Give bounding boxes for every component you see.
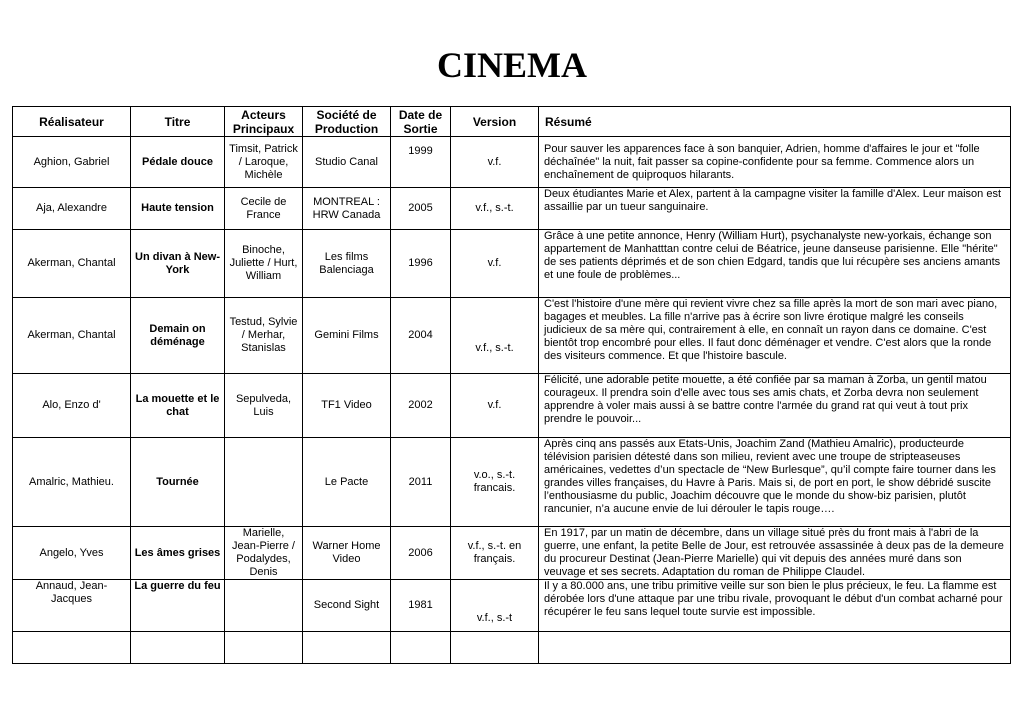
actors-cell [225, 438, 303, 527]
version-cell: v.o., s.-t. francais. [451, 438, 539, 527]
director-cell: Aja, Alexandre [13, 188, 131, 230]
actors-cell: Timsit, Patrick / Laroque, Michèle [225, 137, 303, 188]
table-row [13, 298, 1011, 374]
table-row [13, 188, 1011, 230]
header-production: Société de Production [303, 107, 391, 137]
header-release: Date de Sortie [391, 107, 451, 137]
release-cell: 1981 [391, 580, 451, 632]
table-row [13, 527, 1011, 580]
director-cell [13, 632, 131, 664]
summary-cell: C'est l'histoire d'une mère qui revient vivre chez sa fille après la mort de son mari avec piano, bagages et meubles. La fille n'arrive pas à écrire son livre érotique malgré les conseils judicieux de sa mère qui, contrairement à elle, en connaît un rayon dans ce domaine. C'est bientôt trop encombré pour elles. Il faut donc déménager et vendre. C'est alors que la ronde des visiteurs commence. Et que l'histoire bascule. [539, 298, 1011, 374]
production-cell: Warner Home Video [303, 527, 391, 580]
director-cell: Amalric, Mathieu. [13, 438, 131, 527]
summary-cell: Deux étudiantes Marie et Alex, partent à la campagne visiter la famille d'Alex. Leur maison est assaillie par un tueur sanguinaire. [539, 188, 1011, 230]
actors-cell: Cecile de France [225, 188, 303, 230]
release-cell: 2006 [391, 527, 451, 580]
production-cell: Le Pacte [303, 438, 391, 527]
director-cell: Alo, Enzo d' [13, 374, 131, 438]
title-cell [131, 632, 225, 664]
version-cell: v.f., s.-t [451, 580, 539, 632]
header-version: Version [451, 107, 539, 137]
header-row [13, 107, 1011, 137]
release-cell: 2002 [391, 374, 451, 438]
actors-cell: Sepulveda, Luis [225, 374, 303, 438]
title-cell: La mouette et le chat [131, 374, 225, 438]
version-cell: v.f., s.-t. [451, 298, 539, 374]
title-cell: Les âmes grises [131, 527, 225, 580]
summary-cell: Il y a 80.000 ans, une tribu primitive veille sur son bien le plus précieux, le feu. La flamme est dérobée lors d'une attaque par une tribu rivale, provoquant le début d'un combat acharné pour récupérer le feu sans lequel toute survie est impossible. [539, 580, 1011, 632]
film-table [12, 106, 1011, 664]
production-cell: Second Sight [303, 580, 391, 632]
release-cell [391, 632, 451, 664]
version-cell: v.f., s.-t. en français. [451, 527, 539, 580]
summary-cell [539, 632, 1011, 664]
actors-cell: Marielle, Jean-Pierre / Podalydes, Denis [225, 527, 303, 580]
actors-cell: Binoche, Juliette / Hurt, William [225, 230, 303, 298]
title-cell: Demain on déménage [131, 298, 225, 374]
title-cell: Un divan à New-York [131, 230, 225, 298]
production-cell: Gemini Films [303, 298, 391, 374]
table-row [13, 438, 1011, 527]
actors-cell [225, 632, 303, 664]
director-cell: Annaud, Jean-Jacques [13, 580, 131, 632]
header-title: Titre [131, 107, 225, 137]
version-cell: v.f. [451, 230, 539, 298]
release-cell: 1996 [391, 230, 451, 298]
summary-cell: Pour sauver les apparences face à son banquier, Adrien, homme d'affaires le jour et "folle déchaînée" la nuit, fait passer sa copine-confidente pour sa femme. Commence alors un enchaînement de quiproquos hilarants. [539, 137, 1011, 188]
table-row [13, 374, 1011, 438]
director-cell: Akerman, Chantal [13, 230, 131, 298]
summary-cell: Félicité, une adorable petite mouette, a été confiée par sa maman à Zorba, un gentil matou courageux. Il prendra soin d'elle avec tous ses amis chats, et Zorba devra non seulement apprendre à voler mais aussi à se battre contre l'armée du grand rat qui veut à tout prix prendre le pouvoir... [539, 374, 1011, 438]
version-cell: v.f., s.-t. [451, 188, 539, 230]
header-director: Réalisateur [13, 107, 131, 137]
release-cell: 2011 [391, 438, 451, 527]
production-cell: MONTREAL : HRW Canada [303, 188, 391, 230]
version-cell [451, 632, 539, 664]
summary-cell: Après cinq ans passés aux Etats-Unis, Joachim Zand (Mathieu Amalric), producteurde télévision parisien détesté dans son milieu, revient avec une troupe de stripteaseuses américaines, vedettes d’un spectacle de “New Burlesque”, qu’il compte faire tourner dans les grandes villes françaises, du Havre à Paris. Mais si, de port en port, le show débridé suscite l’enthousiasme du public, Joachim découvre que le monde du show-biz parisien, plutôt rancunier, n’a aucune envie de lui dérouler le tapis rouge…. [539, 438, 1011, 527]
page-title: CINEMA [437, 45, 587, 85]
release-cell: 2005 [391, 188, 451, 230]
director-cell: Angelo, Yves [13, 527, 131, 580]
actors-cell: Testud, Sylvie / Merhar, Stanislas [225, 298, 303, 374]
release-cell: 1999 [391, 137, 451, 188]
production-cell: TF1 Video [303, 374, 391, 438]
director-cell: Akerman, Chantal [13, 298, 131, 374]
production-cell: Studio Canal [303, 137, 391, 188]
summary-cell: Grâce à une petite annonce, Henry (William Hurt), psychanalyste new-yorkais, échange son appartement de Manhatttan contre celui de Béatrice, jeune danseuse parisienne. Elle "hérite" de ses patients déprimés et de son chien Edgard, tandis que lui récupère ses anciens amants et une foule de problèmes... [539, 230, 1011, 298]
title-cell: La guerre du feu [131, 580, 225, 632]
header-summary: Résumé [539, 107, 1011, 137]
version-cell: v.f. [451, 137, 539, 188]
title-cell: Tournée [131, 438, 225, 527]
table-row [13, 632, 1011, 664]
director-cell: Aghion, Gabriel [13, 137, 131, 188]
title-cell: Haute tension [131, 188, 225, 230]
actors-cell [225, 580, 303, 632]
summary-cell: En 1917, par un matin de décembre, dans un village situé près du front mais à l'abri de la guerre, une enfant, la petite Belle de Jour, est retrouvée assassinée à deux pas de la demeure du procureur Destinat (Jean-Pierre Marielle) qui vit depuis des années muré dans son veuvage et ses secrets. Adaptation du roman de Philippe Claudel. [539, 527, 1011, 580]
production-cell: Les films Balenciaga [303, 230, 391, 298]
table-row [13, 230, 1011, 298]
table-row [13, 580, 1011, 632]
table-row [13, 137, 1011, 188]
version-cell: v.f. [451, 374, 539, 438]
production-cell [303, 632, 391, 664]
title-cell: Pédale douce [131, 137, 225, 188]
header-actors: Acteurs Principaux [225, 107, 303, 137]
release-cell: 2004 [391, 298, 451, 374]
